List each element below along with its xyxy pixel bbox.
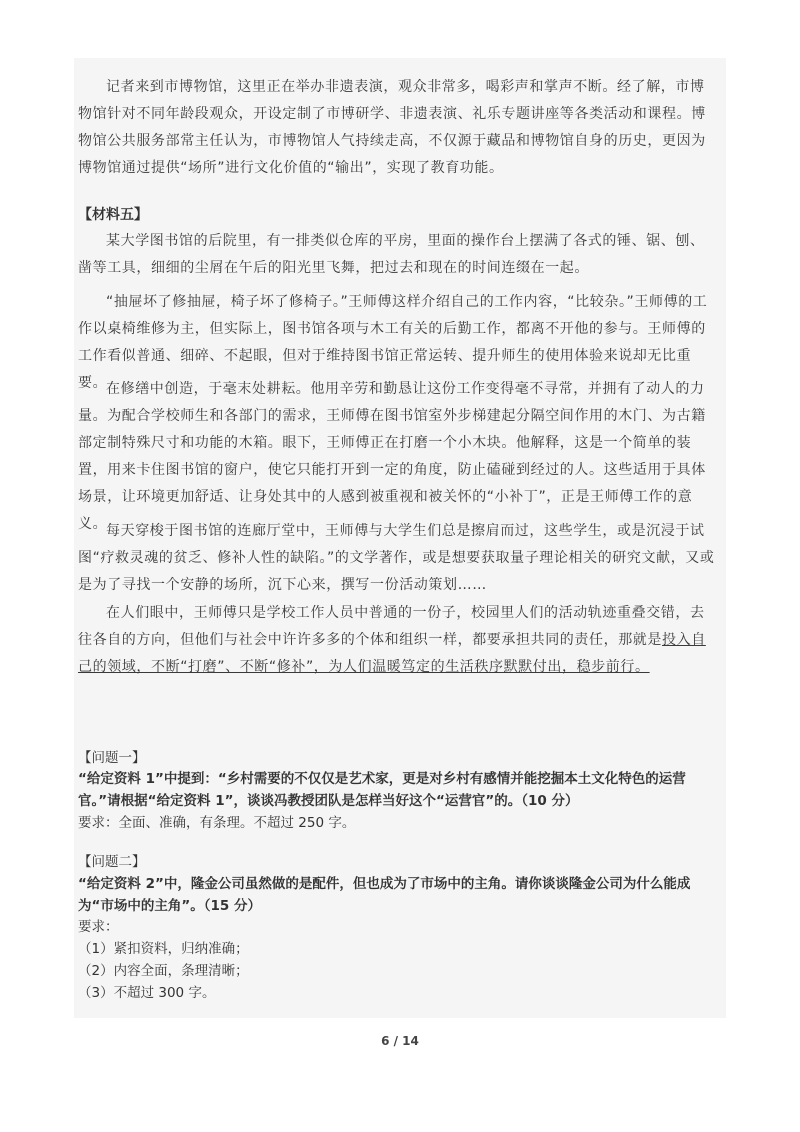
- question-2-requirement-3: （3）不超过 300 字。: [78, 985, 216, 1001]
- material5-paragraph-1: 某大学图书馆的后院里，有一排类似仓库的平房，里面的操作台上摆满了各式的锤、锯、刨、凿等工具，细细的尘屑在午后的阳光里飞舞，把过去和现在的时间连缀在一起。: [78, 233, 705, 276]
- material5-paragraph-3: 在修缮中创造，于毫末处耕耘。他用辛劳和勤恳让这份工作变得毫不寻常，并拥有了动人的力量。为配合学校师生和各部门的需求，王师傅在图书馆室外步梯建起分隔空间作用的木门、为古籍部定制特殊尺寸和功能的木箱。眼下，王师傅正在打磨一个小木块。他解释，这是一个简单的装置，用来卡住图书馆的窗户，使它只能打开到一定的角度，防止磕碰到经过的人。这些适用于具体场景，让环境更加舒适、让身处其中的人感到被重视和被关怀的“小补丁”，正是王师傅工作的意义。: [78, 381, 706, 532]
- question-2-label: 【问题二】: [78, 854, 146, 870]
- material5-heading: 【材料五】: [78, 207, 148, 223]
- question-2-requirement-2: （2）内容全面，条理清晰；: [78, 963, 249, 979]
- question-1-requirement: 要求：全面、准确，有条理。不超过 250 字。: [78, 815, 356, 831]
- page-number: 6 / 14: [381, 1034, 419, 1048]
- material4-paragraph-1: 记者来到市博物馆，这里正在举办非遗表演，观众非常多，喝彩声和掌声不断。经了解，市博物馆针对不同年龄段观众，开设定制了市博研学、非遗表演、礼乐专题讲座等各类活动和课程。博物馆公共服务部常主任认为，市博物馆人气持续走高，不仅源于藏品和博物馆自身的历史，更因为博物馆通过提供“场所”进行文化价值的“输出”，实现了教育功能。: [78, 79, 706, 176]
- question-2-prompt: “给定资料 2”中，隆金公司虽然做的是配件，但也成为了市场中的主角。请你谈谈隆金公司为什么能成为“市场中的主角”。（15 分）: [78, 876, 691, 914]
- question-1-label: 【问题一】: [78, 750, 146, 766]
- material5-paragraph-4: 每天穿梭于图书馆的连廊厅堂中，王师傅与大学生们总是擦肩而过，这些学生，或是沉浸于试图“疗救灵魂的贫乏、修补人性的缺陷。”的文学著作，或是想要获取量子理论相关的研究文献，又或是为了寻找一个安静的场所，沉下心来，撰写一份活动策划……: [78, 523, 715, 593]
- material5-paragraph-5: [78, 600, 718, 681]
- question-2-requirement-title: 要求：: [78, 919, 119, 935]
- material5-paragraph-2: “抽屉坏了修抽屉，椅子坏了修椅子。”王师傅这样介绍自己的工作内容，“比较杂。”王师傅的工作以桌椅维修为主，但实际上，图书馆各项与木工有关的后勤工作，都离不开他的参与。王师傅的工作看似普通、细碎、不起眼，但对于维持图书馆正常运转、提升师生的使用体验来说却无比重要。: [78, 294, 708, 391]
- question-2-requirement-1: （1）紧扣资料，归纳准确；: [78, 941, 249, 957]
- question-1-prompt: “给定资料 1”中提到：“乡村需要的不仅仅是艺术家，更是对乡村有感情并能挖掘本土文化特色的运营官。”请根据“给定资料 1”，谈谈冯教授团队是怎样当好这个“运营官”的。（10 分）: [78, 771, 686, 809]
- underlined-conclusion: 投入自己的领域，不断“打磨”、不断“修补”，为人们温暖笃定的生活秩序默默付出，稳步前行。: [78, 632, 706, 675]
- paragraph-5-text: 在人们眼中，王师傅只是学校工作人员中普通的一份子，校园里人们的活动轨迹重叠交错，去往各自的方向，但他们与社会中许许多多的个体和组织一样，都要承担共同的责任，那就是: [78, 605, 705, 648]
